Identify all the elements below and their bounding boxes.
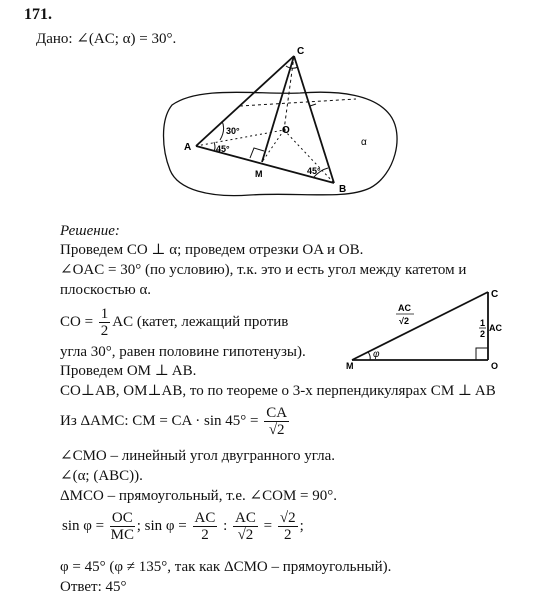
fraction-half <box>99 306 111 339</box>
line8-pre: Из ΔAMC: CM = CA · sin 45° = <box>60 412 263 429</box>
arc-c <box>286 66 298 68</box>
label-a: A <box>184 142 192 153</box>
label-m2: M <box>346 361 354 371</box>
text-line-8 <box>60 405 291 438</box>
text-line-11: ΔMCO – прямоугольный, т.е. ∠COM = 90°. <box>60 488 337 504</box>
figure-right-triangle <box>340 282 520 372</box>
edge-cb <box>294 56 334 183</box>
frac-den: √2 <box>268 422 285 438</box>
frac-den: MC <box>110 527 134 543</box>
right-angle-o <box>476 348 488 360</box>
text-line-10: ∠(α; (ABC)). <box>60 468 143 484</box>
fraction-oc-mc <box>110 510 135 543</box>
sin-label-2: ; sin φ = <box>136 517 191 534</box>
right-angle-m <box>250 148 264 158</box>
label-phi: φ <box>373 349 380 360</box>
frac-den: 2 <box>283 527 292 543</box>
text-line-4 <box>60 306 288 339</box>
text-line-6: Проведем OM ⊥ AB. <box>60 363 197 379</box>
fraction-ac-sqrt2 <box>233 510 258 543</box>
segment-ao <box>196 130 284 146</box>
fraction-sqrt2-2 <box>278 510 298 543</box>
label-angle-45-b: 45° <box>307 166 321 176</box>
frac-num: √2 <box>279 510 296 526</box>
hyp-num: AC <box>398 303 411 313</box>
hyp-den: √2 <box>399 316 409 326</box>
problem-number: 171. <box>24 6 52 23</box>
label-angle-30: 30° <box>226 126 240 136</box>
label-alpha: α <box>361 137 367 148</box>
text-line-13: φ = 45° (φ ≠ 135°, так как ΔCMO – прямоугольный). <box>60 559 392 575</box>
label-c: C <box>297 46 305 57</box>
edge-ac <box>196 56 294 146</box>
given-statement: Дано: ∠(AC; α) = 30°. <box>36 31 177 47</box>
arc-phi <box>368 352 370 360</box>
frac-num: OC <box>111 510 133 526</box>
frac-den: √2 <box>237 527 254 543</box>
line4-pre: CO = <box>60 313 97 330</box>
text-line-3: плоскостью α. <box>60 282 152 298</box>
tick-mark <box>310 104 316 106</box>
text-line-5: угла 30°, равен половине гипотенузы). <box>60 344 306 360</box>
hidden-edge <box>240 99 356 106</box>
frac-num: 1 <box>100 306 109 322</box>
fraction-ca-sqrt2 <box>264 405 289 438</box>
text-line-2: ∠OAC = 30° (по условию), т.к. это и есть угол между катетом и <box>60 262 467 278</box>
frac-den: 2 <box>201 527 209 543</box>
arc-45-a <box>214 142 215 151</box>
segment-om <box>262 130 284 162</box>
label-c2: C <box>491 289 499 300</box>
label-o2: O <box>491 361 499 371</box>
answer-line: Ответ: 45° <box>60 579 127 595</box>
text-line-12 <box>62 510 304 543</box>
label-b: B <box>339 184 347 195</box>
frac-num: AC <box>194 510 216 526</box>
label-angle-45-a: 45° <box>216 144 230 154</box>
leg-num: 1 <box>480 318 486 328</box>
semicolon: ; <box>299 517 304 534</box>
text-line-7: CO⊥AB, OM⊥AB, то по теореме о 3-х перпендикулярах CM ⊥ AB <box>60 383 496 399</box>
leg-den: 2 <box>480 329 486 339</box>
label-m: M <box>255 169 263 179</box>
text-line-1: Проведем CO ⊥ α; проведем отрезки OA и OB. <box>60 242 364 258</box>
leg-post: AC <box>489 323 502 333</box>
solution-header: Решение: <box>60 223 120 239</box>
line4-post: AC (катет, лежащий против <box>112 313 289 330</box>
frac-num: AC <box>235 510 256 526</box>
sin-label-1: sin φ = <box>62 517 108 534</box>
text-line-9: ∠CMO – линейный угол двугранного угла. <box>60 448 336 464</box>
frac-num: CA <box>266 405 288 421</box>
label-o: O <box>282 125 290 136</box>
figure-pyramid <box>160 44 550 204</box>
frac-den: 2 <box>100 323 109 339</box>
colon-op: : <box>219 517 232 534</box>
fraction-ac-2 <box>193 510 218 543</box>
equals-op: = <box>259 517 276 534</box>
